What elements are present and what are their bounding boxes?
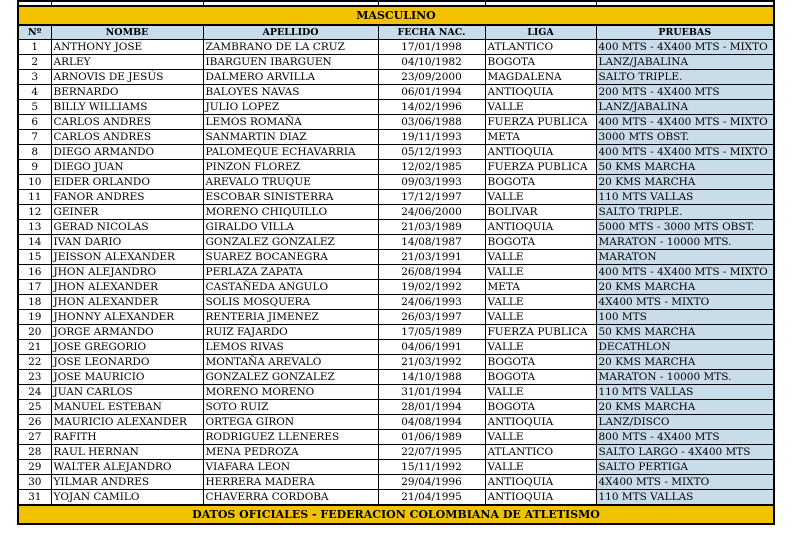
table-row bbox=[18, 265, 774, 280]
row-number: 20 bbox=[18, 325, 51, 340]
last-name-cell: PERLAZA ZAPATA bbox=[203, 265, 378, 280]
row-number: 5 bbox=[18, 100, 51, 115]
first-name-cell: JOSE GREGORIO bbox=[51, 340, 203, 355]
table-row bbox=[18, 40, 774, 55]
birth-date-cell: 19/02/1992 bbox=[378, 280, 485, 295]
first-name-cell: JHONNY ALEXANDER bbox=[51, 310, 203, 325]
first-name-cell: GERAD NICOLAS bbox=[51, 220, 203, 235]
birth-date-cell: 12/02/1985 bbox=[378, 160, 485, 175]
event-cell: 100 MTS bbox=[596, 310, 774, 325]
league-cell: ANTIOQUIA bbox=[485, 145, 596, 160]
league-cell: ANTIOQUIA bbox=[485, 475, 596, 490]
table-row bbox=[18, 145, 774, 160]
header-num: Nº bbox=[18, 25, 51, 40]
league-cell: ANTIOQUIA bbox=[485, 85, 596, 100]
last-name-cell: CASTAÑEDA ANGULO bbox=[203, 280, 378, 295]
last-name-cell: ESCOBAR SINISTERRA bbox=[203, 190, 378, 205]
header-nombre: NOMBE bbox=[51, 25, 203, 40]
event-cell: SALTO LARGO - 4X400 MTS bbox=[596, 445, 774, 460]
event-cell: 50 KMS MARCHA bbox=[596, 160, 774, 175]
last-name-cell: PINZON FLOREZ bbox=[203, 160, 378, 175]
league-cell: VALLE bbox=[485, 460, 596, 475]
birth-date-cell: 09/03/1993 bbox=[378, 175, 485, 190]
event-cell: DECATHLON bbox=[596, 340, 774, 355]
last-name-cell: ZAMBRANO DE LA CRUZ bbox=[203, 40, 378, 55]
event-cell: 110 MTS VALLAS bbox=[596, 490, 774, 506]
header-liga: LIGA bbox=[485, 25, 596, 40]
birth-date-cell: 21/03/1989 bbox=[378, 220, 485, 235]
table-row bbox=[18, 400, 774, 415]
row-number: 29 bbox=[18, 460, 51, 475]
birth-date-cell: 04/06/1991 bbox=[378, 340, 485, 355]
column-header-row bbox=[18, 25, 774, 40]
event-cell: 20 KMS MARCHA bbox=[596, 400, 774, 415]
league-cell: ATLANTICO bbox=[485, 40, 596, 55]
last-name-cell: SOTO RUIZ bbox=[203, 400, 378, 415]
last-name-cell: BALOYES NAVAS bbox=[203, 85, 378, 100]
row-number: 17 bbox=[18, 280, 51, 295]
first-name-cell: JHON ALEXANDER bbox=[51, 280, 203, 295]
birth-date-cell: 17/12/1997 bbox=[378, 190, 485, 205]
birth-date-cell: 04/08/1994 bbox=[378, 415, 485, 430]
table-row bbox=[18, 295, 774, 310]
table-row bbox=[18, 55, 774, 70]
first-name-cell: MAURICIO ALEXANDER bbox=[51, 415, 203, 430]
table-row bbox=[18, 220, 774, 235]
league-cell: VALLE bbox=[485, 265, 596, 280]
row-number: 26 bbox=[18, 415, 51, 430]
last-name-cell: MONTAÑA AREVALO bbox=[203, 355, 378, 370]
table-row bbox=[18, 430, 774, 445]
birth-date-cell: 24/06/1993 bbox=[378, 295, 485, 310]
table-row bbox=[18, 460, 774, 475]
banner-row bbox=[18, 6, 774, 25]
last-name-cell: DALMERO ARVILLA bbox=[203, 70, 378, 85]
table-row bbox=[18, 250, 774, 265]
first-name-cell: BILLY WILLIAMS bbox=[51, 100, 203, 115]
first-name-cell: FANOR ANDRES bbox=[51, 190, 203, 205]
last-name-cell: LEMOS RIVAS bbox=[203, 340, 378, 355]
row-number: 8 bbox=[18, 145, 51, 160]
event-cell: 20 KMS MARCHA bbox=[596, 355, 774, 370]
birth-date-cell: 23/09/2000 bbox=[378, 70, 485, 85]
row-number: 9 bbox=[18, 160, 51, 175]
table-row bbox=[18, 325, 774, 340]
birth-date-cell: 22/07/1995 bbox=[378, 445, 485, 460]
league-cell: ANTIOQUIA bbox=[485, 490, 596, 506]
event-cell: 5000 MTS - 3000 MTS OBST. bbox=[596, 220, 774, 235]
birth-date-cell: 17/01/1998 bbox=[378, 40, 485, 55]
row-number: 24 bbox=[18, 385, 51, 400]
last-name-cell: GIRALDO VILLA bbox=[203, 220, 378, 235]
athlete-roster-sheet bbox=[17, 0, 773, 525]
footer-note: DATOS OFICIALES - FEDERACION COLOMBIANA DE ATLETISMO bbox=[18, 505, 774, 524]
league-cell: VALLE bbox=[485, 385, 596, 400]
league-cell: VALLE bbox=[485, 190, 596, 205]
row-number: 14 bbox=[18, 235, 51, 250]
birth-date-cell: 29/04/1996 bbox=[378, 475, 485, 490]
birth-date-cell: 06/01/1994 bbox=[378, 85, 485, 100]
last-name-cell: SOLIS MOSQUERA bbox=[203, 295, 378, 310]
event-cell: LANZ/JABALINA bbox=[596, 100, 774, 115]
event-cell: SALTO TRIPLE. bbox=[596, 70, 774, 85]
header-apellido: APELLIDO bbox=[203, 25, 378, 40]
birth-date-cell: 17/05/1989 bbox=[378, 325, 485, 340]
event-cell: SALTO TRIPLE. bbox=[596, 205, 774, 220]
footer-row bbox=[18, 505, 774, 524]
last-name-cell: IBARGUEN IBARGUEN bbox=[203, 55, 378, 70]
table-row bbox=[18, 475, 774, 490]
last-name-cell: LEMOS ROMAÑA bbox=[203, 115, 378, 130]
table-row bbox=[18, 490, 774, 506]
row-number: 18 bbox=[18, 295, 51, 310]
event-cell: MARATON - 10000 MTS. bbox=[596, 235, 774, 250]
row-number: 23 bbox=[18, 370, 51, 385]
row-number: 3 bbox=[18, 70, 51, 85]
row-number: 25 bbox=[18, 400, 51, 415]
last-name-cell: MORENO MORENO bbox=[203, 385, 378, 400]
row-number: 6 bbox=[18, 115, 51, 130]
event-cell: 400 MTS - 4X400 MTS - MIXTO bbox=[596, 145, 774, 160]
birth-date-cell: 05/12/1993 bbox=[378, 145, 485, 160]
event-cell: 4X400 MTS - MIXTO bbox=[596, 475, 774, 490]
league-cell: BOGOTA bbox=[485, 400, 596, 415]
event-cell: 200 MTS - 4X400 MTS bbox=[596, 85, 774, 100]
event-cell: 400 MTS - 4X400 MTS - MIXTO bbox=[596, 40, 774, 55]
league-cell: VALLE bbox=[485, 340, 596, 355]
last-name-cell: AREVALO TRUQUE bbox=[203, 175, 378, 190]
birth-date-cell: 31/01/1994 bbox=[378, 385, 485, 400]
row-number: 11 bbox=[18, 190, 51, 205]
league-cell: VALLE bbox=[485, 100, 596, 115]
row-number: 7 bbox=[18, 130, 51, 145]
last-name-cell: RODRIGUEZ LLENERES bbox=[203, 430, 378, 445]
table-row bbox=[18, 190, 774, 205]
birth-date-cell: 21/03/1992 bbox=[378, 355, 485, 370]
row-number: 4 bbox=[18, 85, 51, 100]
birth-date-cell: 14/08/1987 bbox=[378, 235, 485, 250]
table-row bbox=[18, 310, 774, 325]
birth-date-cell: 04/10/1982 bbox=[378, 55, 485, 70]
row-number: 13 bbox=[18, 220, 51, 235]
first-name-cell: GEINER bbox=[51, 205, 203, 220]
athlete-rows bbox=[18, 40, 774, 506]
event-cell: SALTO PERTIGA bbox=[596, 460, 774, 475]
table-row bbox=[18, 130, 774, 145]
first-name-cell: CARLOS ANDRES bbox=[51, 130, 203, 145]
first-name-cell: ANTHONY JOSE bbox=[51, 40, 203, 55]
first-name-cell: WALTER ALEJANDRO bbox=[51, 460, 203, 475]
league-cell: BOGOTA bbox=[485, 55, 596, 70]
league-cell: BOGOTA bbox=[485, 370, 596, 385]
first-name-cell: DIEGO ARMANDO bbox=[51, 145, 203, 160]
table-row bbox=[18, 100, 774, 115]
league-cell: META bbox=[485, 130, 596, 145]
first-name-cell: ARNOVIS DE JESÚS bbox=[51, 70, 203, 85]
first-name-cell: BERNARDO bbox=[51, 85, 203, 100]
row-number: 22 bbox=[18, 355, 51, 370]
birth-date-cell: 14/10/1988 bbox=[378, 370, 485, 385]
table-row bbox=[18, 355, 774, 370]
last-name-cell: HERRERA MADERA bbox=[203, 475, 378, 490]
athlete-table bbox=[17, 0, 775, 525]
league-cell: BOGOTA bbox=[485, 235, 596, 250]
first-name-cell: ARLEY bbox=[51, 55, 203, 70]
event-cell: 20 KMS MARCHA bbox=[596, 280, 774, 295]
table-row bbox=[18, 280, 774, 295]
league-cell: VALLE bbox=[485, 250, 596, 265]
league-cell: FUERZA PUBLICA bbox=[485, 115, 596, 130]
league-cell: ANTIOQUIA bbox=[485, 415, 596, 430]
banner-title: MASCULINO bbox=[18, 6, 774, 25]
header-fecha: FECHA NAC. bbox=[378, 25, 485, 40]
row-number: 28 bbox=[18, 445, 51, 460]
last-name-cell: JULIO LOPEZ bbox=[203, 100, 378, 115]
birth-date-cell: 15/11/1992 bbox=[378, 460, 485, 475]
table-row bbox=[18, 235, 774, 250]
table-row bbox=[18, 115, 774, 130]
first-name-cell: CARLOS ANDRES bbox=[51, 115, 203, 130]
event-cell: 3000 MTS OBST. bbox=[596, 130, 774, 145]
league-cell: ATLANTICO bbox=[485, 445, 596, 460]
last-name-cell: GONZALEZ GONZALEZ bbox=[203, 370, 378, 385]
first-name-cell: RAUL HERNAN bbox=[51, 445, 203, 460]
first-name-cell: JOSE LEONARDO bbox=[51, 355, 203, 370]
event-cell: 20 KMS MARCHA bbox=[596, 175, 774, 190]
birth-date-cell: 14/02/1996 bbox=[378, 100, 485, 115]
event-cell: 110 MTS VALLAS bbox=[596, 385, 774, 400]
row-number: 1 bbox=[18, 40, 51, 55]
row-number: 31 bbox=[18, 490, 51, 506]
event-cell: 50 KMS MARCHA bbox=[596, 325, 774, 340]
birth-date-cell: 19/11/1993 bbox=[378, 130, 485, 145]
last-name-cell: CHAVERRA CORDOBA bbox=[203, 490, 378, 506]
birth-date-cell: 26/08/1994 bbox=[378, 265, 485, 280]
league-cell: BOLIVAR bbox=[485, 205, 596, 220]
first-name-cell: DIEGO JUAN bbox=[51, 160, 203, 175]
league-cell: ANTIOQUIA bbox=[485, 220, 596, 235]
last-name-cell: PALOMEQUE ECHAVARRIA bbox=[203, 145, 378, 160]
league-cell: VALLE bbox=[485, 430, 596, 445]
last-name-cell: ORTEGA GIRON bbox=[203, 415, 378, 430]
first-name-cell: JHON ALEJANDRO bbox=[51, 265, 203, 280]
league-cell: FUERZA PUBLICA bbox=[485, 325, 596, 340]
table-row bbox=[18, 445, 774, 460]
event-cell: LANZ/JABALINA bbox=[596, 55, 774, 70]
row-number: 10 bbox=[18, 175, 51, 190]
table-row bbox=[18, 70, 774, 85]
table-row bbox=[18, 175, 774, 190]
table-row bbox=[18, 205, 774, 220]
last-name-cell: VIAFARA LEON bbox=[203, 460, 378, 475]
header-pruebas: PRUEBAS bbox=[596, 25, 774, 40]
event-cell: 110 MTS VALLAS bbox=[596, 190, 774, 205]
league-cell: VALLE bbox=[485, 310, 596, 325]
event-cell: MARATON bbox=[596, 250, 774, 265]
row-number: 15 bbox=[18, 250, 51, 265]
table-row bbox=[18, 385, 774, 400]
table-row bbox=[18, 85, 774, 100]
row-number: 19 bbox=[18, 310, 51, 325]
last-name-cell: SUAREZ BOCANEGRA bbox=[203, 250, 378, 265]
league-cell: BOGOTA bbox=[485, 355, 596, 370]
last-name-cell: MENA PEDROZA bbox=[203, 445, 378, 460]
event-cell: LANZ/DISCO bbox=[596, 415, 774, 430]
birth-date-cell: 01/06/1989 bbox=[378, 430, 485, 445]
event-cell: 800 MTS - 4X400 MTS bbox=[596, 430, 774, 445]
event-cell: 4X400 MTS - MIXTO bbox=[596, 295, 774, 310]
event-cell: 400 MTS - 4X400 MTS - MIXTO bbox=[596, 115, 774, 130]
last-name-cell: RUIZ FAJARDO bbox=[203, 325, 378, 340]
last-name-cell: MORENO CHIQUILLO bbox=[203, 205, 378, 220]
birth-date-cell: 28/01/1994 bbox=[378, 400, 485, 415]
event-cell: MARATON - 10000 MTS. bbox=[596, 370, 774, 385]
last-name-cell: SANMARTIN DIAZ bbox=[203, 130, 378, 145]
event-cell: 400 MTS - 4X400 MTS - MIXTO bbox=[596, 265, 774, 280]
table-row bbox=[18, 340, 774, 355]
table-row bbox=[18, 415, 774, 430]
league-cell: FUERZA PUBLICA bbox=[485, 160, 596, 175]
row-number: 2 bbox=[18, 55, 51, 70]
last-name-cell: GONZALEZ GONZALEZ bbox=[203, 235, 378, 250]
first-name-cell: JEISSON ALEXANDER bbox=[51, 250, 203, 265]
first-name-cell: YILMAR ANDRES bbox=[51, 475, 203, 490]
first-name-cell: JHON ALEXANDER bbox=[51, 295, 203, 310]
birth-date-cell: 03/06/1988 bbox=[378, 115, 485, 130]
table-row bbox=[18, 160, 774, 175]
first-name-cell: RAFITH bbox=[51, 430, 203, 445]
birth-date-cell: 26/03/1997 bbox=[378, 310, 485, 325]
row-number: 30 bbox=[18, 475, 51, 490]
first-name-cell: MANUEL ESTEBAN bbox=[51, 400, 203, 415]
first-name-cell: JORGE ARMANDO bbox=[51, 325, 203, 340]
league-cell: MAGDALENA bbox=[485, 70, 596, 85]
row-number: 27 bbox=[18, 430, 51, 445]
league-cell: META bbox=[485, 280, 596, 295]
league-cell: BOGOTA bbox=[485, 175, 596, 190]
first-name-cell: IVAN DARIO bbox=[51, 235, 203, 250]
table-row bbox=[18, 370, 774, 385]
first-name-cell: YOJAN CAMILO bbox=[51, 490, 203, 506]
birth-date-cell: 24/06/2000 bbox=[378, 205, 485, 220]
row-number: 16 bbox=[18, 265, 51, 280]
birth-date-cell: 21/03/1991 bbox=[378, 250, 485, 265]
last-name-cell: RENTERIA JIMENEZ bbox=[203, 310, 378, 325]
first-name-cell: JOSE MAURICIO bbox=[51, 370, 203, 385]
league-cell: VALLE bbox=[485, 295, 596, 310]
row-number: 21 bbox=[18, 340, 51, 355]
first-name-cell: JUAN CARLOS bbox=[51, 385, 203, 400]
row-number: 12 bbox=[18, 205, 51, 220]
first-name-cell: EIDER ORLANDO bbox=[51, 175, 203, 190]
birth-date-cell: 21/04/1995 bbox=[378, 490, 485, 506]
